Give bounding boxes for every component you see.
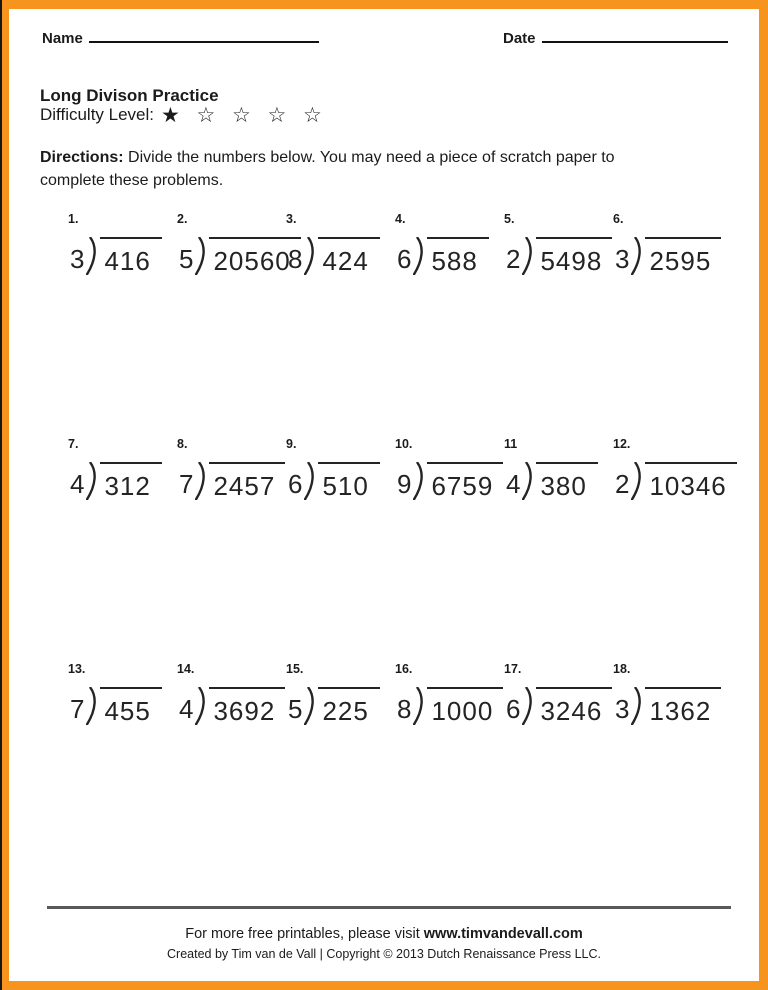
dividend: 3246 [536, 687, 612, 724]
divisor: 4 [70, 469, 86, 499]
division-expression [615, 462, 737, 500]
division-expression [397, 687, 503, 725]
division-problem [389, 437, 498, 662]
problem-number: 2. [177, 212, 188, 226]
division-bracket-icon [86, 687, 99, 725]
division-bracket-icon [522, 687, 535, 725]
division-expression [615, 237, 721, 275]
divisor: 2 [615, 469, 631, 499]
divisor: 3 [70, 244, 86, 274]
directions [40, 146, 662, 192]
division-expression [506, 237, 612, 275]
division-problem [280, 212, 389, 437]
dividend: 380 [536, 462, 598, 499]
division-expression [288, 237, 380, 275]
dividend: 588 [427, 237, 489, 274]
name-label: Name [42, 30, 83, 47]
footer-site-url: www.timvandevall.com [423, 926, 583, 942]
division-bracket-icon [304, 237, 317, 275]
dividend: 510 [318, 462, 380, 499]
division-problem [389, 662, 498, 887]
divisor: 2 [506, 244, 522, 274]
division-problem [62, 662, 171, 887]
name-blank-line [89, 28, 319, 43]
dividend: 1362 [645, 687, 721, 724]
problem-number: 1. [68, 212, 79, 226]
difficulty-row [40, 104, 327, 126]
problem-number: 15. [286, 662, 304, 676]
problem-number: 13. [68, 662, 86, 676]
problem-number: 4. [395, 212, 406, 226]
division-expression [179, 687, 285, 725]
division-problem [171, 437, 280, 662]
divisor: 6 [506, 694, 522, 724]
divisor: 4 [179, 694, 195, 724]
division-bracket-icon [522, 237, 535, 275]
problem-number: 3. [286, 212, 297, 226]
division-bracket-icon [86, 237, 99, 275]
divisor: 5 [288, 694, 304, 724]
footer-line1 [0, 925, 768, 945]
division-bracket-icon [413, 237, 426, 275]
division-bracket-icon [413, 687, 426, 725]
divisor: 3 [615, 694, 631, 724]
divisor: 8 [397, 694, 413, 724]
divisor: 7 [179, 469, 195, 499]
division-problem [171, 212, 291, 437]
footer-line2: Created by Tim van de Vall | Copyright © 2013 Dutch Renaissance Press LLC. [167, 946, 601, 961]
divisor: 5 [179, 244, 195, 274]
dividend: 1000 [427, 687, 503, 724]
divisor: 3 [615, 244, 631, 274]
division-bracket-icon [304, 462, 317, 500]
page-title: Long Divison Practice [40, 86, 219, 105]
problems-grid [62, 212, 727, 887]
division-problem [389, 212, 498, 437]
division-problem [62, 212, 171, 437]
problem-number: 6. [613, 212, 624, 226]
division-bracket-icon [304, 687, 317, 725]
division-problem [607, 437, 727, 662]
divisor: 8 [288, 244, 304, 274]
division-bracket-icon [195, 462, 208, 500]
dividend: 416 [100, 237, 162, 274]
division-problem [280, 437, 389, 662]
divisor: 6 [397, 244, 413, 274]
directions-label: Directions: [40, 149, 124, 166]
division-bracket-icon [195, 687, 208, 725]
date-label: Date [503, 30, 536, 47]
problem-number: 5. [504, 212, 515, 226]
division-expression [397, 237, 489, 275]
problem-number: 7. [68, 437, 79, 451]
date-field [503, 28, 728, 47]
dividend: 312 [100, 462, 162, 499]
dividend: 225 [318, 687, 380, 724]
division-expression [70, 687, 162, 725]
problem-number: 9. [286, 437, 297, 451]
problem-number: 17. [504, 662, 522, 676]
divisor: 9 [397, 469, 413, 499]
problem-number: 16. [395, 662, 413, 676]
division-bracket-icon [522, 462, 535, 500]
division-problem [498, 212, 607, 437]
footer-line1-text: For more free printables, please visit [185, 926, 424, 942]
problem-number: 18. [613, 662, 631, 676]
division-bracket-icon [631, 687, 644, 725]
divisor: 7 [70, 694, 86, 724]
footer [0, 925, 768, 963]
divisor: 6 [288, 469, 304, 499]
dividend: 20560 [209, 237, 300, 274]
division-bracket-icon [413, 462, 426, 500]
page-left-edge [0, 0, 2, 990]
division-problem [280, 662, 389, 887]
division-problem [607, 662, 716, 887]
dividend: 2595 [645, 237, 721, 274]
division-problem [171, 662, 280, 887]
division-expression [70, 462, 162, 500]
division-bracket-icon [631, 462, 644, 500]
dividend: 455 [100, 687, 162, 724]
problem-number: 8. [177, 437, 188, 451]
dividend: 2457 [209, 462, 285, 499]
dividend: 10346 [645, 462, 736, 499]
name-field [42, 28, 319, 47]
division-expression [506, 687, 612, 725]
problem-number: 10. [395, 437, 413, 451]
division-expression [70, 237, 162, 275]
division-expression [615, 687, 721, 725]
division-expression [506, 462, 598, 500]
division-bracket-icon [195, 237, 208, 275]
division-problem [498, 662, 607, 887]
footer-divider [47, 906, 731, 909]
dividend: 3692 [209, 687, 285, 724]
difficulty-stars-icon: ★ ☆ ☆ ☆ ☆ [161, 103, 327, 127]
dividend: 424 [318, 237, 380, 274]
problem-number: 12. [613, 437, 631, 451]
dividend: 6759 [427, 462, 503, 499]
division-problem [62, 437, 171, 662]
division-expression [179, 462, 285, 500]
division-problem [498, 437, 607, 662]
division-expression [397, 462, 503, 500]
date-blank-line [542, 28, 728, 43]
divisor: 4 [506, 469, 522, 499]
division-bracket-icon [631, 237, 644, 275]
division-problem [607, 212, 716, 437]
dividend: 5498 [536, 237, 612, 274]
difficulty-label: Difficulty Level: [40, 105, 155, 124]
directions-text: Divide the numbers below. You may need a piece of scratch paper to complete these problems. [40, 149, 615, 190]
problem-number: 14. [177, 662, 195, 676]
division-expression [288, 687, 380, 725]
division-expression [288, 462, 380, 500]
problem-number: 11 [504, 437, 518, 451]
division-bracket-icon [86, 462, 99, 500]
